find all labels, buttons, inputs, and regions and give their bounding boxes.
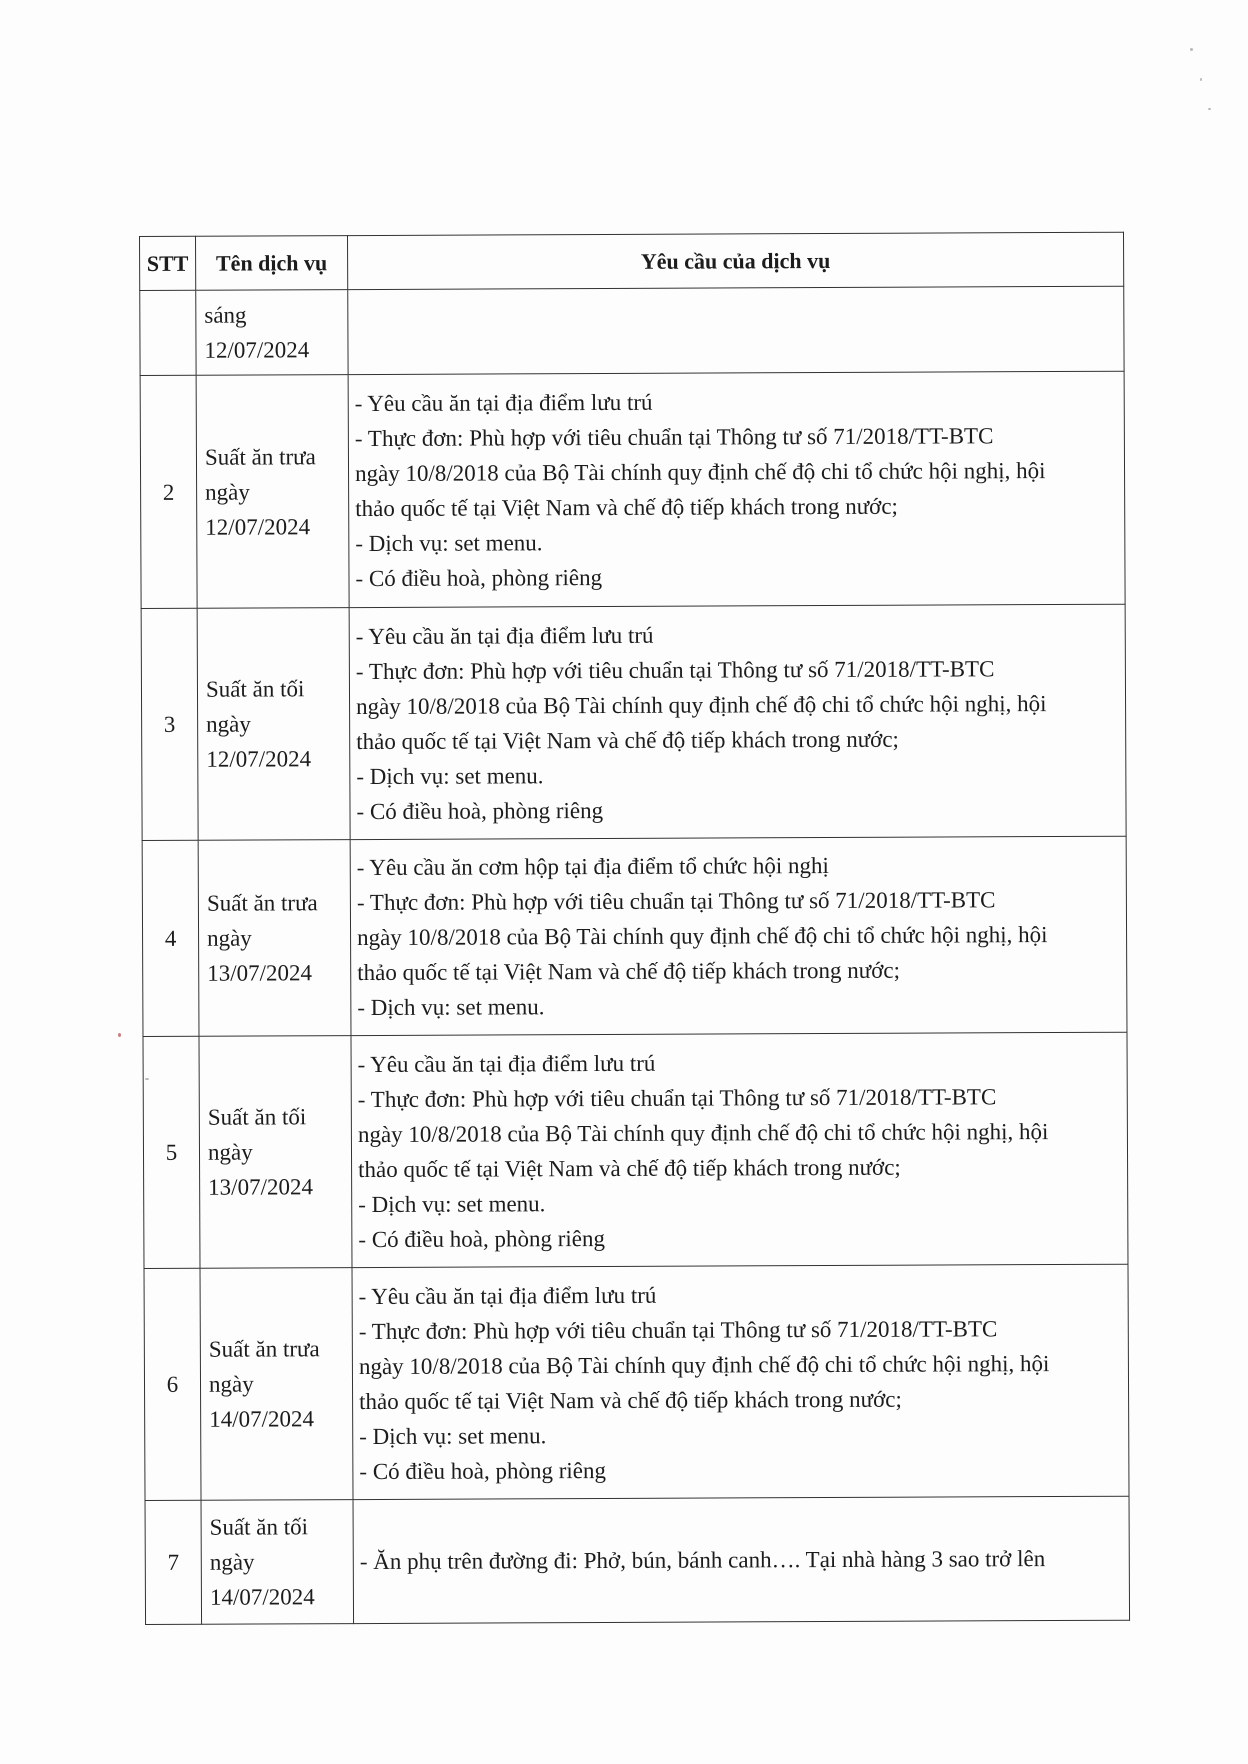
requirements-cell bbox=[348, 286, 1124, 374]
requirement-line: thảo quốc tế tại Việt Nam và chế độ tiếp khách trong nước; bbox=[356, 726, 899, 754]
requirement-line: ngày 10/8/2018 của Bộ Tài chính quy định chế độ chi tổ chức hội nghị, hội bbox=[357, 922, 1048, 951]
service-name-line: sáng bbox=[204, 302, 247, 328]
requirement-line: - Có điều hoà, phòng riêng bbox=[356, 797, 604, 824]
stt-cell: 2 bbox=[140, 375, 197, 608]
service-name-line: 12/07/2024 bbox=[205, 513, 311, 540]
requirement-line: - Thực đơn: Phù hợp với tiêu chuẩn tại Thông tư số 71/2018/TT-BTC bbox=[354, 423, 994, 452]
requirement-line: - Có điều hoà, phòng riêng bbox=[358, 1225, 606, 1252]
requirement-line: thảo quốc tế tại Việt Nam và chế độ tiếp khách trong nước; bbox=[359, 1386, 902, 1414]
service-name-line: Suất ăn tối bbox=[207, 1104, 307, 1130]
service-name-line: 12/07/2024 bbox=[206, 746, 312, 772]
service-name-line: 13/07/2024 bbox=[208, 1174, 313, 1200]
service-name-line: 14/07/2024 bbox=[209, 1584, 315, 1610]
requirement-line: ngày 10/8/2018 của Bộ Tài chính quy định chế độ chi tổ chức hội nghị, hội bbox=[357, 1118, 1049, 1147]
stt-cell bbox=[140, 290, 196, 375]
requirement-line: - Thực đơn: Phù hợp với tiêu chuẩn tại Thông tư số 71/2018/TT-BTC bbox=[355, 655, 995, 684]
service-name-line: Suất ăn tối bbox=[209, 1514, 309, 1540]
requirement-line: - Có điều hoà, phòng riêng bbox=[355, 564, 603, 592]
service-name-line: ngày bbox=[206, 711, 251, 737]
requirement-line: - Yêu cầu ăn tại địa điểm lưu trú bbox=[355, 622, 654, 649]
requirements-cell bbox=[349, 604, 1126, 839]
service-name-cell bbox=[196, 375, 349, 609]
requirement-line: - Ăn phụ trên đường đi: Phở, bún, bánh canh…. Tại nhà hàng 3 sao trở lên bbox=[359, 1546, 1046, 1575]
table-row bbox=[143, 1032, 1128, 1268]
service-name-cell bbox=[197, 608, 350, 841]
service-name-line: Suất ăn trưa bbox=[204, 443, 316, 470]
service-name-line: ngày bbox=[209, 1549, 255, 1575]
requirements-cell bbox=[348, 371, 1125, 607]
header-stt: STT bbox=[140, 236, 196, 290]
requirement-line: - Yêu cầu ăn tại địa điểm lưu trú bbox=[358, 1282, 657, 1309]
requirement-line: ngày 10/8/2018 của Bộ Tài chính quy định chế độ chi tổ chức hội nghị, hội bbox=[354, 458, 1046, 487]
requirements-cell bbox=[351, 1032, 1128, 1267]
service-name-cell bbox=[198, 840, 351, 1037]
service-name-cell bbox=[200, 1268, 353, 1501]
service-name-cell bbox=[199, 1036, 352, 1269]
stt-cell: 6 bbox=[144, 1268, 201, 1500]
requirement-line: ngày 10/8/2018 của Bộ Tài chính quy định chế độ chi tổ chức hội nghị, hội bbox=[358, 1350, 1050, 1379]
service-name-line: ngày bbox=[208, 1371, 254, 1397]
requirements-cell bbox=[350, 836, 1127, 1035]
service-name-line: Suất ăn trưa bbox=[208, 1336, 320, 1362]
service-name-line: Suất ăn tối bbox=[205, 676, 305, 702]
requirement-line: - Thực đơn: Phù hợp với tiêu chuẩn tại Thông tư số 71/2018/TT-BTC bbox=[356, 887, 996, 916]
requirement-line: - Có điều hoà, phòng riêng bbox=[359, 1457, 607, 1484]
service-name-line: ngày bbox=[207, 925, 252, 951]
service-name-line: ngày bbox=[205, 479, 250, 505]
requirement-line: thảo quốc tế tại Việt Nam và chế độ tiếp khách trong nước; bbox=[358, 1154, 901, 1182]
scan-speck bbox=[1208, 108, 1211, 110]
service-name-line: ngày bbox=[207, 1139, 253, 1165]
table-row bbox=[144, 1264, 1129, 1500]
table-row-continued bbox=[140, 286, 1124, 375]
scan-speck bbox=[1200, 78, 1202, 81]
header-service-requirements: Yêu cầu của dịch vụ bbox=[348, 232, 1124, 289]
service-name-line: 14/07/2024 bbox=[209, 1406, 314, 1432]
stt-cell: 4 bbox=[142, 840, 199, 1036]
requirements-cell bbox=[352, 1264, 1129, 1499]
scan-speck bbox=[145, 1078, 149, 1080]
table-header-row bbox=[140, 232, 1124, 290]
requirement-line: - Dịch vụ: set menu. bbox=[356, 762, 544, 789]
requirement-line: - Yêu cầu ăn cơm hộp tại địa điểm tổ chức hội nghị bbox=[356, 852, 829, 881]
scan-speck bbox=[118, 1033, 121, 1037]
requirement-line: - Dịch vụ: set menu. bbox=[358, 1190, 546, 1217]
requirements-cell bbox=[353, 1496, 1130, 1623]
table-row bbox=[141, 604, 1126, 840]
scan-speck bbox=[1190, 48, 1193, 51]
table-row bbox=[142, 836, 1127, 1036]
requirement-line: ngày 10/8/2018 của Bộ Tài chính quy định chế độ chi tổ chức hội nghị, hội bbox=[355, 690, 1047, 719]
stt-cell: 7 bbox=[145, 1500, 202, 1624]
service-name-cell bbox=[196, 290, 348, 376]
table-row bbox=[145, 1496, 1130, 1624]
service-name-line: 12/07/2024 bbox=[204, 337, 310, 363]
requirement-line: - Yêu cầu ăn tại địa điểm lưu trú bbox=[357, 1050, 656, 1077]
stt-cell: 5 bbox=[143, 1036, 200, 1268]
requirement-line: - Thực đơn: Phù hợp với tiêu chuẩn tại Thông tư số 71/2018/TT-BTC bbox=[357, 1083, 997, 1112]
service-name-cell bbox=[201, 1500, 354, 1625]
stt-cell: 3 bbox=[141, 608, 198, 840]
service-name-line: Suất ăn trưa bbox=[206, 890, 318, 916]
requirement-line: - Thực đơn: Phù hợp với tiêu chuẩn tại Thông tư số 71/2018/TT-BTC bbox=[358, 1315, 998, 1344]
requirement-line: thảo quốc tế tại Việt Nam và chế độ tiếp khách trong nước; bbox=[355, 493, 898, 522]
requirement-line: - Yêu cầu ăn tại địa điểm lưu trú bbox=[354, 389, 653, 417]
header-service-name: Tên dịch vụ bbox=[196, 236, 348, 291]
service-name-line: 13/07/2024 bbox=[207, 960, 313, 986]
requirement-line: - Dịch vụ: set menu. bbox=[357, 994, 545, 1021]
service-requirements-table bbox=[139, 232, 1130, 1625]
requirement-line: thảo quốc tế tại Việt Nam và chế độ tiếp khách trong nước; bbox=[357, 957, 900, 986]
table-row bbox=[140, 371, 1125, 608]
requirement-line: - Dịch vụ: set menu. bbox=[355, 530, 543, 557]
requirement-line: - Dịch vụ: set menu. bbox=[359, 1422, 547, 1449]
